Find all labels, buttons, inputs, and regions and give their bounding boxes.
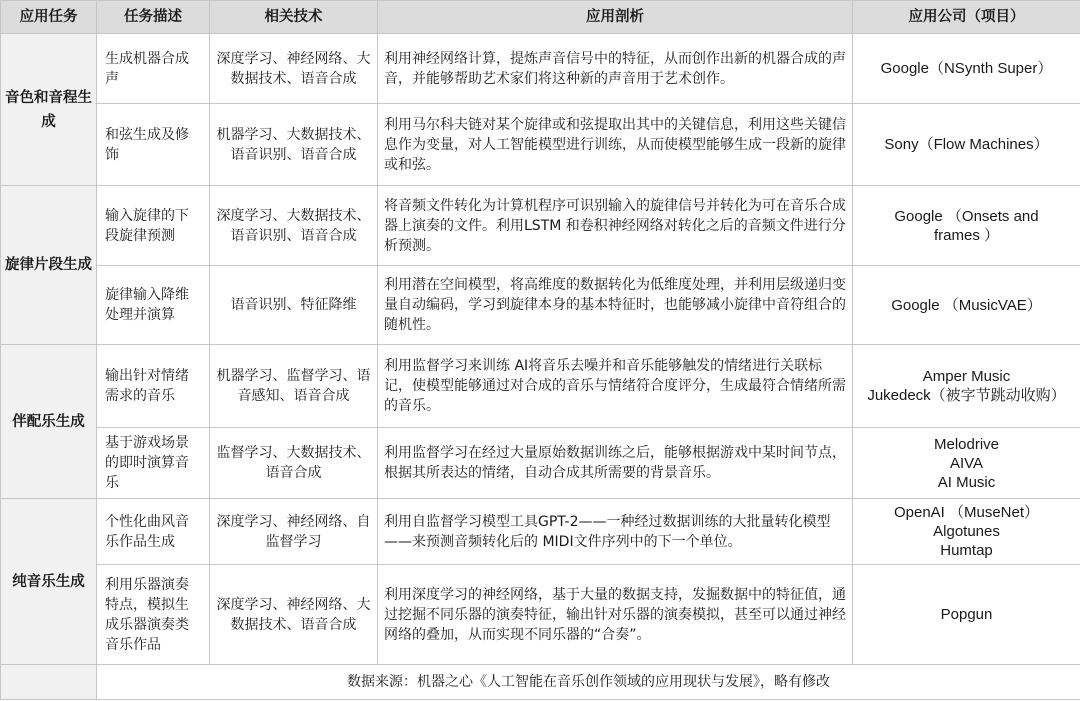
footer-row — [1, 665, 1080, 700]
technology-cell: 监督学习、大数据技术、语音合成 — [210, 428, 378, 499]
technology-cell: 深度学习、神经网络、大数据技术、语音合成 — [210, 34, 378, 104]
table-row — [1, 499, 1080, 565]
company-name: AIVA — [949, 454, 984, 472]
task-description-cell: 基于游戏场景的即时演算音乐 — [97, 428, 210, 499]
company-cell — [853, 104, 1080, 186]
footer-spacer-cell — [1, 665, 97, 700]
task-description-cell: 生成机器合成声 — [97, 34, 210, 104]
company-name: Google （MusicVAE） — [891, 296, 1042, 314]
company-cell — [853, 428, 1080, 499]
header-row — [1, 1, 1080, 34]
table-row — [1, 266, 1080, 345]
task-description-cell: 输出针对情绪需求的音乐 — [97, 345, 210, 428]
category-cell: 音色和音程生成 — [1, 34, 97, 186]
task-description-cell: 利用乐器演奏特点，模拟生成乐器演奏类音乐作品 — [97, 565, 210, 665]
header-task-description: 任务描述 — [97, 1, 210, 34]
table-row — [1, 104, 1080, 186]
analysis-cell: 利用自监督学习模型工具GPT-2——一种经过数据训练的大批量转化模型——来预测音频转化后的 MIDI文件序列中的下一个单位。 — [378, 499, 853, 565]
analysis-cell: 利用马尔科夫链对某个旋律或和弦提取出其中的关键信息，利用这些关键信息作为变量，对人工智能模型进行训练，从而使模型能够生成一段新的旋律或和弦。 — [378, 104, 853, 186]
source-note: 数据来源：机器之心《人工智能在音乐创作领域的应用现状与发展》，略有修改 — [97, 665, 1080, 700]
table-row — [1, 428, 1080, 499]
company-name: Melodrive — [933, 435, 1000, 453]
company-name: OpenAI （MuseNet） — [893, 504, 1040, 521]
analysis-cell: 利用监督学习来训练 AI将音乐去噪并和音乐能够触发的情绪进行关联标记，使模型能够通过对合成的音乐与情绪符合度评分，生成最符合情绪所需的音乐。 — [378, 345, 853, 428]
table-row — [1, 345, 1080, 428]
company-name: Humtap — [940, 542, 993, 559]
company-name: Algotunes — [933, 523, 1000, 540]
company-name: Jukedeck（被字节跳动收购） — [867, 387, 1066, 404]
company-name: Amper Music — [922, 368, 1011, 385]
analysis-cell: 利用神经网络计算，提炼声音信号中的特征，从而创作出新的机器合成的声音，并能够帮助艺术家们将这种新的声音用于艺术创作。 — [378, 34, 853, 104]
analysis-cell: 利用监督学习在经过大量原始数据训练之后，能够根据游戏中某时间节点，根据其所表达的情绪，自动合成其所需要的背景音乐。 — [378, 428, 853, 499]
company-name: Popgun — [940, 606, 993, 623]
category-cell: 旋律片段生成 — [1, 186, 97, 345]
company-name: Sony（Flow Machines） — [884, 136, 1049, 153]
company-cell — [853, 345, 1080, 428]
header-application-analysis: 应用剖析 — [378, 1, 853, 34]
company-cell — [853, 34, 1080, 104]
table-row — [1, 34, 1080, 104]
technology-cell: 机器学习、监督学习、语音感知、语音合成 — [210, 345, 378, 428]
analysis-cell: 利用深度学习的神经网络，基于大量的数据支持，发掘数据中的特征值，通过挖掘不同乐器的演奏特征，输出针对乐器的演奏模拟，甚至可以通过神经网络的叠加，从而实现不同乐器的“合奏”。 — [378, 565, 853, 665]
company-cell — [853, 186, 1080, 266]
table-row — [1, 565, 1080, 665]
company-name: Google（NSynth Super） — [880, 60, 1053, 77]
table-row — [1, 186, 1080, 266]
technology-cell: 深度学习、大数据技术、语音识别、语音合成 — [210, 186, 378, 266]
technology-cell: 语音识别、特征降维 — [210, 266, 378, 345]
task-description-cell: 和弦生成及修饰 — [97, 104, 210, 186]
category-cell: 纯音乐生成 — [1, 499, 97, 665]
company-cell — [853, 266, 1080, 345]
company-name: Google （Onsets and — [894, 207, 1039, 225]
header-related-technology: 相关技术 — [210, 1, 378, 34]
header-company-project: 应用公司（项目） — [853, 1, 1080, 34]
task-description-cell: 个性化曲风音乐作品生成 — [97, 499, 210, 565]
company-cell — [853, 565, 1080, 665]
analysis-cell: 将音频文件转化为计算机程序可识别输入的旋律信号并转化为可在音乐合成器上演奏的文件。利用LSTM 和卷积神经网络对转化之后的音频文件进行分析预测。 — [378, 186, 853, 266]
company-name: frames ） — [933, 226, 999, 244]
technology-cell: 深度学习、神经网络、大数据技术、语音合成 — [210, 565, 378, 665]
category-cell: 伴配乐生成 — [1, 345, 97, 499]
task-description-cell: 输入旋律的下段旋律预测 — [97, 186, 210, 266]
task-description-cell: 旋律输入降维处理并演算 — [97, 266, 210, 345]
header-application-task: 应用任务 — [1, 1, 97, 34]
technology-cell: 深度学习、神经网络、自监督学习 — [210, 499, 378, 565]
technology-cell: 机器学习、大数据技术、语音识别、语音合成 — [210, 104, 378, 186]
analysis-cell: 利用潜在空间模型，将高维度的数据转化为低维度处理，并利用层级递归变量自动编码，学习到旋律本身的基本特征时，也能够减小旋律中音符组合的随机性。 — [378, 266, 853, 345]
company-name: AI Music — [937, 473, 996, 491]
company-cell — [853, 499, 1080, 565]
